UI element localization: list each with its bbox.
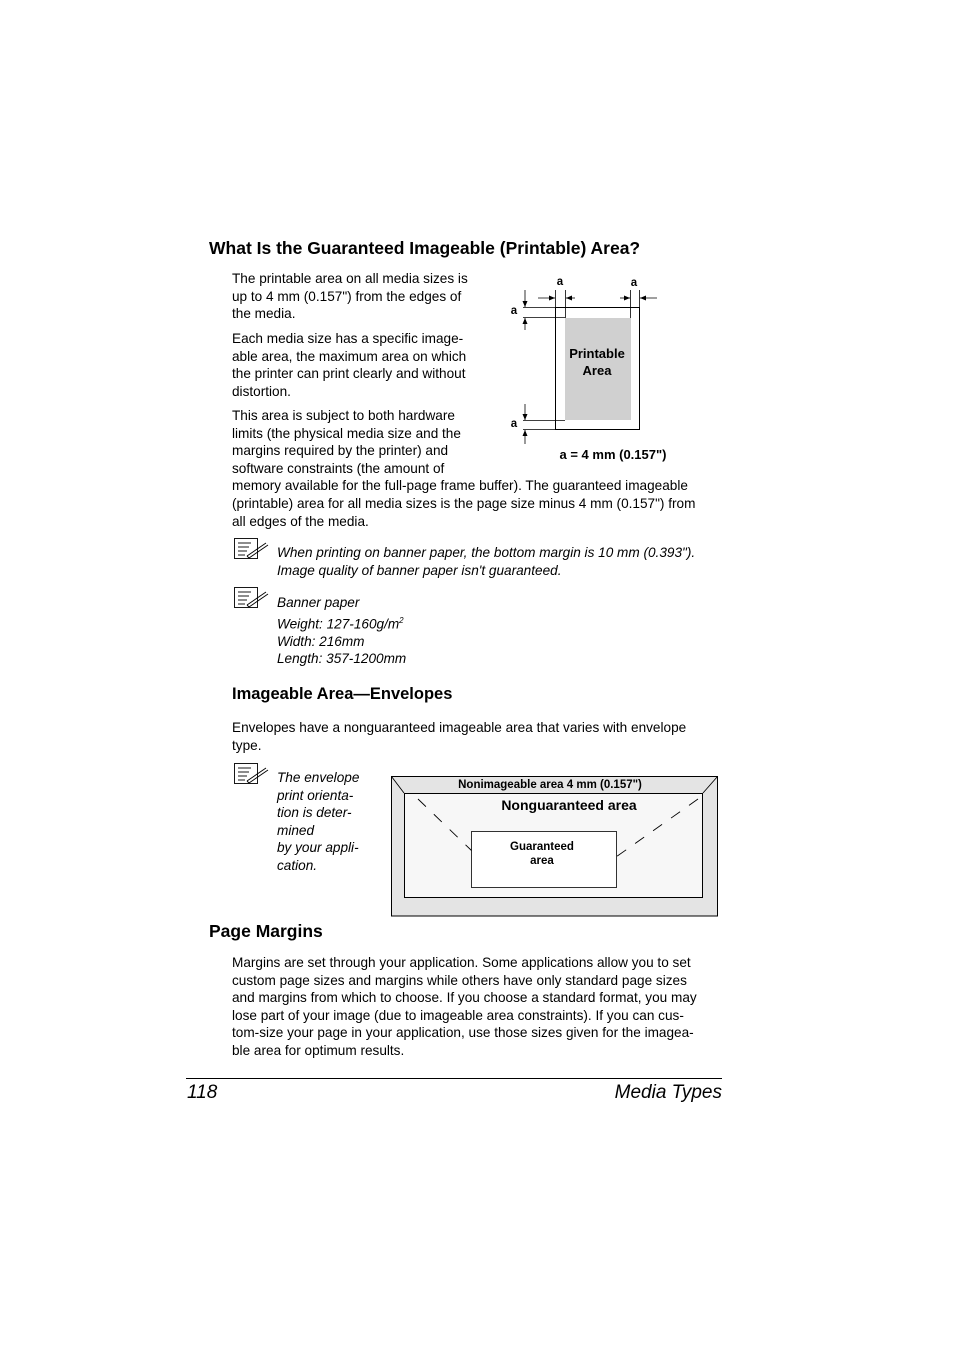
page-number: 118	[187, 1082, 218, 1103]
text-line: Envelopes have a nonguaranteed imageable area that varies with envelope	[232, 720, 687, 735]
text-line: tion is deter-	[277, 805, 352, 821]
text-line: margins required by the printer) and	[232, 443, 449, 459]
text-line: limits (the physical media size and the	[232, 425, 461, 441]
text-line: distortion.	[232, 383, 291, 399]
dimension-label-a: a	[630, 277, 638, 289]
text-line: Banner paper	[277, 595, 360, 610]
paragraph-envelopes	[232, 719, 686, 754]
text-line: custom page sizes and margins while others have only standard page sizes	[232, 972, 687, 988]
weight-superscript: 2	[399, 615, 404, 625]
guaranteed-area-label: area	[530, 855, 554, 867]
text-line: type.	[232, 737, 262, 753]
text-line: software constraints (the amount of	[232, 460, 445, 476]
text-line: mined	[277, 822, 315, 838]
text-line: and margins from which to choose. If you choose a standard format, you may	[232, 990, 697, 1006]
dimension-label-a: a	[510, 305, 518, 317]
text-line: memory available for the full-page frame buffer). The guaranteed imageable	[232, 478, 688, 494]
guaranteed-area-label: Guaranteed	[510, 841, 574, 853]
note-envelope-orientation	[277, 769, 359, 875]
note-icon	[233, 537, 269, 561]
text-line: Margins are set through your application. Some applications allow you to set	[232, 955, 691, 970]
paragraph-printable-area	[232, 270, 468, 323]
text-line: up to 4 mm (0.157") from the edges of	[232, 288, 462, 304]
printable-area-diagram	[505, 272, 670, 467]
text-line: Width: 216mm	[277, 633, 365, 649]
text-line: by your appli-	[277, 840, 359, 856]
section-heading-envelopes: Imageable Area—Envelopes	[232, 685, 453, 703]
nonimageable-area-label: Nonimageable area 4 mm (0.157")	[458, 779, 642, 791]
paragraph-media-size	[232, 330, 466, 400]
note-banner-paper-specs	[277, 594, 406, 668]
text-line: able area, the maximum area on which	[232, 348, 467, 364]
note-banner-margin	[277, 544, 695, 579]
printable-area-label: Printable	[569, 346, 625, 361]
text-line: tom-size your page in your application, use those sizes given for the imagea-	[232, 1025, 694, 1041]
text-line: print orienta-	[277, 787, 354, 803]
text-line: The envelope	[277, 770, 360, 785]
text-line: the media.	[232, 306, 296, 322]
diagram-caption: a = 4 mm (0.157")	[559, 447, 667, 462]
text-line: The printable area on all media sizes is	[232, 271, 468, 286]
text-line: Image quality of banner paper isn't guaranteed.	[277, 562, 562, 578]
section-heading-page-margins: Page Margins	[209, 921, 323, 941]
text-line: This area is subject to both hardware	[232, 408, 455, 423]
footer-rule	[186, 1078, 722, 1079]
weight-text: Weight: 127-160g/m	[277, 616, 400, 632]
section-heading-printable-area: What Is the Guaranteed Imageable (Printable) Area?	[209, 238, 641, 258]
envelope-area-diagram	[390, 775, 720, 918]
text-line: the printer can print clearly and without	[232, 366, 466, 382]
nonguaranteed-area-label: Nonguaranteed area	[501, 797, 637, 813]
text-line: all edges of the media.	[232, 513, 369, 529]
note-icon	[233, 762, 269, 786]
weight-line	[277, 612, 406, 633]
text-line: ble area for optimum results.	[232, 1042, 405, 1058]
dimension-label-a: a	[510, 418, 518, 430]
printable-area-label: Area	[582, 363, 612, 378]
paragraph-page-margins	[232, 954, 697, 1060]
dimension-label-a: a	[556, 276, 564, 288]
text-line: Length: 357-1200mm	[277, 651, 407, 667]
text-line: Each media size has a specific image-	[232, 331, 464, 346]
text-line: cation.	[277, 857, 318, 873]
text-line: (printable) area for all media sizes is the page size minus 4 mm (0.157") from	[232, 495, 696, 511]
chapter-title: Media Types	[614, 1082, 722, 1103]
note-icon	[233, 586, 269, 610]
text-line: lose part of your image (due to imageable area constraints). If you can cus-	[232, 1007, 684, 1023]
text-line: When printing on banner paper, the bottom margin is 10 mm (0.393").	[277, 545, 696, 560]
